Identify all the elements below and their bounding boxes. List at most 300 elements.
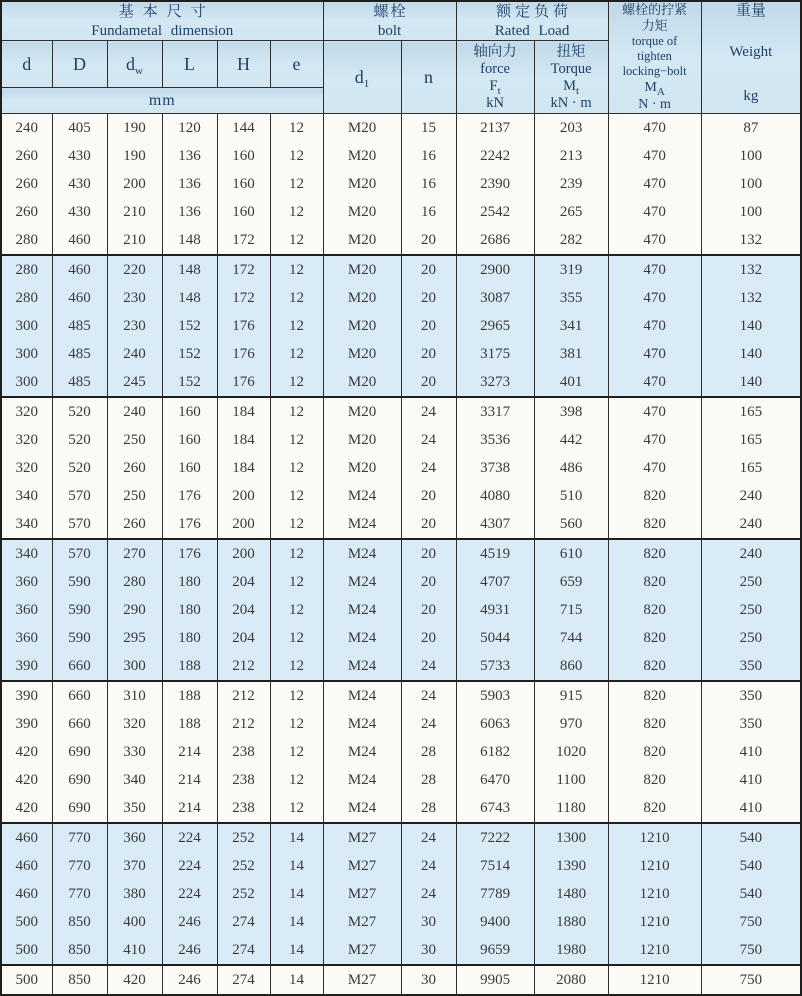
- cell-n: 30: [401, 936, 456, 965]
- cell-force: 7222: [456, 823, 534, 852]
- cell-torque: 659: [534, 568, 608, 596]
- cell-L: 160: [162, 397, 217, 426]
- table-row: [1, 368, 801, 397]
- locking-title-en-2: tighten: [637, 49, 672, 63]
- weight-unit: kg: [743, 88, 759, 104]
- cell-H: 212: [217, 652, 270, 681]
- cell-e: 12: [270, 539, 323, 568]
- col-header-d1: $d_1$: [323, 41, 401, 114]
- cell-ma: 470: [608, 114, 701, 143]
- cell-torque: 398: [534, 397, 608, 426]
- table-row: [1, 340, 801, 368]
- cell-L: 180: [162, 596, 217, 624]
- col-header-torque: 扭矩 Torque $M_t$ kN · m: [534, 41, 608, 114]
- unit-row-mm: mm: [1, 88, 323, 114]
- cell-e: 12: [270, 426, 323, 454]
- cell-force: 3536: [456, 426, 534, 454]
- cell-dw: 210: [107, 226, 162, 255]
- cell-dw: 400: [107, 908, 162, 936]
- cell-d: 320: [1, 397, 52, 426]
- cell-L: 160: [162, 454, 217, 482]
- cell-H: 160: [217, 170, 270, 198]
- cell-weight: 87: [701, 114, 801, 143]
- col-header-H: H: [217, 41, 270, 88]
- cell-force: 6470: [456, 766, 534, 794]
- table-row: [1, 426, 801, 454]
- cell-e: 14: [270, 880, 323, 908]
- locking-title-en-3: locking−bolt: [622, 64, 687, 78]
- cell-ma: 820: [608, 539, 701, 568]
- cell-d1: M24: [323, 652, 401, 681]
- cell-D: 405: [52, 114, 107, 143]
- cell-force: 5903: [456, 681, 534, 710]
- cell-e: 12: [270, 170, 323, 198]
- cell-d1: M27: [323, 852, 401, 880]
- cell-d: 240: [1, 114, 52, 143]
- cell-weight: 540: [701, 880, 801, 908]
- table-row: [1, 936, 801, 965]
- fundamental-title-cn: 基本尺寸: [118, 3, 215, 20]
- cell-H: 184: [217, 426, 270, 454]
- cell-d: 320: [1, 454, 52, 482]
- cell-weight: 750: [701, 908, 801, 936]
- cell-force: 7514: [456, 852, 534, 880]
- cell-L: 214: [162, 794, 217, 823]
- cell-ma: 820: [608, 710, 701, 738]
- cell-L: 246: [162, 936, 217, 965]
- cell-d1: M20: [323, 198, 401, 226]
- cell-d1: M24: [323, 539, 401, 568]
- cell-n: 24: [401, 880, 456, 908]
- cell-d1: M20: [323, 226, 401, 255]
- cell-H: 204: [217, 568, 270, 596]
- cell-D: 520: [52, 426, 107, 454]
- cell-d: 390: [1, 710, 52, 738]
- cell-d1: M20: [323, 426, 401, 454]
- cell-L: 152: [162, 368, 217, 397]
- cell-d1: M24: [323, 710, 401, 738]
- cell-n: 28: [401, 738, 456, 766]
- cell-D: 850: [52, 908, 107, 936]
- cell-e: 12: [270, 226, 323, 255]
- cell-ma: 820: [608, 738, 701, 766]
- cell-d: 260: [1, 170, 52, 198]
- cell-d: 340: [1, 482, 52, 510]
- cell-n: 24: [401, 852, 456, 880]
- cell-d1: M20: [323, 368, 401, 397]
- header-weight: [701, 1, 801, 114]
- cell-L: 180: [162, 568, 217, 596]
- cell-e: 12: [270, 114, 323, 143]
- cell-H: 274: [217, 908, 270, 936]
- table-row: [1, 539, 801, 568]
- cell-force: 7789: [456, 880, 534, 908]
- cell-dw: 260: [107, 510, 162, 539]
- cell-H: 274: [217, 936, 270, 965]
- cell-dw: 240: [107, 397, 162, 426]
- cell-e: 12: [270, 340, 323, 368]
- table-row: [1, 170, 801, 198]
- table-row: [1, 397, 801, 426]
- cell-D: 690: [52, 766, 107, 794]
- cell-L: 188: [162, 681, 217, 710]
- cell-dw: 350: [107, 794, 162, 823]
- cell-L: 176: [162, 510, 217, 539]
- cell-ma: 820: [608, 510, 701, 539]
- cell-L: 136: [162, 142, 217, 170]
- cell-dw: 250: [107, 426, 162, 454]
- cell-L: 136: [162, 198, 217, 226]
- cell-torque: 1100: [534, 766, 608, 794]
- cell-d: 300: [1, 368, 52, 397]
- cell-d: 300: [1, 340, 52, 368]
- table-row: [1, 198, 801, 226]
- cell-n: 30: [401, 908, 456, 936]
- cell-n: 24: [401, 397, 456, 426]
- cell-H: 200: [217, 510, 270, 539]
- cell-d: 500: [1, 908, 52, 936]
- cell-torque: 744: [534, 624, 608, 652]
- cell-H: 200: [217, 482, 270, 510]
- cell-L: 148: [162, 226, 217, 255]
- table-row: [1, 681, 801, 710]
- cell-ma: 470: [608, 255, 701, 284]
- cell-dw: 230: [107, 284, 162, 312]
- cell-D: 485: [52, 312, 107, 340]
- cell-ma: 470: [608, 426, 701, 454]
- cell-weight: 240: [701, 510, 801, 539]
- cell-n: 24: [401, 710, 456, 738]
- cell-d: 390: [1, 681, 52, 710]
- cell-torque: 1390: [534, 852, 608, 880]
- cell-dw: 190: [107, 114, 162, 143]
- table-row: [1, 908, 801, 936]
- cell-L: 176: [162, 482, 217, 510]
- cell-D: 570: [52, 510, 107, 539]
- cell-H: 176: [217, 368, 270, 397]
- cell-ma: 470: [608, 397, 701, 426]
- cell-H: 238: [217, 738, 270, 766]
- col-header-D: D: [52, 41, 107, 88]
- cell-n: 15: [401, 114, 456, 143]
- cell-ma: 820: [608, 766, 701, 794]
- cell-d1: M27: [323, 823, 401, 852]
- bolt-title-en: bolt: [377, 22, 402, 39]
- cell-H: 204: [217, 624, 270, 652]
- cell-D: 850: [52, 936, 107, 965]
- table-row: [1, 624, 801, 652]
- weight-title-en: Weight: [729, 44, 773, 60]
- col-header-n: n: [401, 41, 456, 114]
- cell-d1: M24: [323, 510, 401, 539]
- cell-ma: 470: [608, 454, 701, 482]
- col-header-L: L: [162, 41, 217, 88]
- cell-n: 20: [401, 624, 456, 652]
- bolt-title-cn: 螺栓: [373, 3, 408, 20]
- cell-torque: 860: [534, 652, 608, 681]
- cell-weight: 250: [701, 624, 801, 652]
- cell-force: 4519: [456, 539, 534, 568]
- cell-force: 6182: [456, 738, 534, 766]
- cell-D: 430: [52, 198, 107, 226]
- cell-force: 3087: [456, 284, 534, 312]
- cell-force: 2900: [456, 255, 534, 284]
- cell-d: 460: [1, 880, 52, 908]
- cell-L: 188: [162, 710, 217, 738]
- weight-title-cn: 重量: [735, 3, 766, 19]
- cell-D: 430: [52, 170, 107, 198]
- cell-ma: 1210: [608, 908, 701, 936]
- cell-d1: M20: [323, 255, 401, 284]
- cell-ma: 470: [608, 368, 701, 397]
- cell-ma: 1210: [608, 852, 701, 880]
- cell-L: 152: [162, 340, 217, 368]
- cell-d1: M24: [323, 794, 401, 823]
- cell-H: 172: [217, 284, 270, 312]
- cell-e: 14: [270, 936, 323, 965]
- cell-torque: 319: [534, 255, 608, 284]
- cell-weight: 165: [701, 397, 801, 426]
- cell-d: 420: [1, 738, 52, 766]
- cell-dw: 270: [107, 539, 162, 568]
- cell-torque: 970: [534, 710, 608, 738]
- cell-torque: 1480: [534, 880, 608, 908]
- cell-e: 12: [270, 652, 323, 681]
- cell-d1: M20: [323, 397, 401, 426]
- cell-e: 12: [270, 454, 323, 482]
- cell-L: 246: [162, 965, 217, 995]
- cell-weight: 240: [701, 482, 801, 510]
- cell-D: 460: [52, 284, 107, 312]
- cell-force: 5044: [456, 624, 534, 652]
- cell-dw: 340: [107, 766, 162, 794]
- cell-d: 260: [1, 142, 52, 170]
- cell-n: 16: [401, 170, 456, 198]
- cell-weight: 140: [701, 368, 801, 397]
- cell-n: 20: [401, 568, 456, 596]
- cell-ma: 470: [608, 198, 701, 226]
- table-row: [1, 794, 801, 823]
- cell-force: 2137: [456, 114, 534, 143]
- cell-torque: 341: [534, 312, 608, 340]
- cell-e: 12: [270, 681, 323, 710]
- cell-n: 20: [401, 482, 456, 510]
- col-header-e: e: [270, 41, 323, 88]
- cell-d1: M24: [323, 596, 401, 624]
- cell-d: 340: [1, 510, 52, 539]
- cell-H: 184: [217, 397, 270, 426]
- cell-e: 14: [270, 908, 323, 936]
- cell-d1: M20: [323, 170, 401, 198]
- cell-ma: 470: [608, 226, 701, 255]
- cell-e: 12: [270, 738, 323, 766]
- cell-e: 14: [270, 823, 323, 852]
- cell-weight: 250: [701, 596, 801, 624]
- cell-weight: 540: [701, 823, 801, 852]
- cell-d1: M20: [323, 284, 401, 312]
- cell-n: 16: [401, 142, 456, 170]
- cell-D: 485: [52, 368, 107, 397]
- header-bolt: [323, 1, 456, 41]
- cell-d1: M20: [323, 114, 401, 143]
- cell-d: 340: [1, 539, 52, 568]
- locking-unit: N · m: [638, 97, 671, 112]
- cell-dw: 200: [107, 170, 162, 198]
- cell-torque: 2080: [534, 965, 608, 995]
- table-row: [1, 510, 801, 539]
- cell-d1: M24: [323, 482, 401, 510]
- cell-n: 20: [401, 284, 456, 312]
- cell-e: 12: [270, 568, 323, 596]
- cell-H: 252: [217, 852, 270, 880]
- cell-d1: M27: [323, 965, 401, 995]
- cell-D: 660: [52, 681, 107, 710]
- cell-force: 3317: [456, 397, 534, 426]
- table-row: [1, 312, 801, 340]
- header-locking-torque: [608, 1, 701, 114]
- cell-D: 770: [52, 880, 107, 908]
- cell-e: 12: [270, 397, 323, 426]
- cell-D: 660: [52, 652, 107, 681]
- cell-n: 20: [401, 312, 456, 340]
- table-header: [1, 1, 801, 114]
- cell-weight: 132: [701, 226, 801, 255]
- cell-dw: 310: [107, 681, 162, 710]
- cell-force: 4307: [456, 510, 534, 539]
- cell-d: 300: [1, 312, 52, 340]
- cell-force: 3738: [456, 454, 534, 482]
- cell-L: 180: [162, 624, 217, 652]
- cell-d1: M27: [323, 880, 401, 908]
- rated-load-title-en: Rated Load: [494, 22, 570, 39]
- cell-dw: 220: [107, 255, 162, 284]
- cell-e: 12: [270, 710, 323, 738]
- cell-d: 360: [1, 624, 52, 652]
- cell-H: 252: [217, 880, 270, 908]
- cell-n: 20: [401, 596, 456, 624]
- cell-torque: 1300: [534, 823, 608, 852]
- col-header-dw: $d_w$: [107, 41, 162, 88]
- cell-n: 28: [401, 794, 456, 823]
- cell-force: 9400: [456, 908, 534, 936]
- cell-d1: M27: [323, 936, 401, 965]
- cell-L: 214: [162, 766, 217, 794]
- cell-D: 690: [52, 738, 107, 766]
- cell-force: 3273: [456, 368, 534, 397]
- cell-dw: 320: [107, 710, 162, 738]
- cell-force: 9905: [456, 965, 534, 995]
- cell-dw: 210: [107, 198, 162, 226]
- cell-ma: 470: [608, 312, 701, 340]
- locking-title-cn-2: 力矩: [641, 18, 668, 33]
- cell-H: 172: [217, 255, 270, 284]
- cell-force: 4931: [456, 596, 534, 624]
- cell-D: 770: [52, 823, 107, 852]
- cell-e: 12: [270, 255, 323, 284]
- cell-n: 24: [401, 823, 456, 852]
- cell-D: 485: [52, 340, 107, 368]
- cell-weight: 165: [701, 454, 801, 482]
- table-row: [1, 454, 801, 482]
- cell-H: 212: [217, 710, 270, 738]
- cell-force: 3175: [456, 340, 534, 368]
- cell-H: 160: [217, 142, 270, 170]
- cell-d1: M20: [323, 454, 401, 482]
- cell-force: 2686: [456, 226, 534, 255]
- cell-force: 2242: [456, 142, 534, 170]
- cell-L: 246: [162, 908, 217, 936]
- cell-H: 204: [217, 596, 270, 624]
- cell-weight: 140: [701, 340, 801, 368]
- cell-torque: 915: [534, 681, 608, 710]
- cell-ma: 820: [608, 652, 701, 681]
- cell-weight: 240: [701, 539, 801, 568]
- cell-n: 20: [401, 368, 456, 397]
- cell-force: 2390: [456, 170, 534, 198]
- cell-weight: 750: [701, 965, 801, 995]
- cell-e: 12: [270, 596, 323, 624]
- table-row: [1, 852, 801, 880]
- cell-dw: 190: [107, 142, 162, 170]
- cell-n: 20: [401, 539, 456, 568]
- cell-ma: 1210: [608, 936, 701, 965]
- cell-d1: M24: [323, 681, 401, 710]
- table-row: [1, 142, 801, 170]
- cell-ma: 820: [608, 794, 701, 823]
- cell-e: 12: [270, 368, 323, 397]
- cell-ma: 820: [608, 596, 701, 624]
- cell-torque: 239: [534, 170, 608, 198]
- cell-H: 238: [217, 766, 270, 794]
- cell-torque: 355: [534, 284, 608, 312]
- cell-d: 260: [1, 198, 52, 226]
- cell-d: 360: [1, 568, 52, 596]
- cell-force: 4080: [456, 482, 534, 510]
- table-row: [1, 255, 801, 284]
- cell-d1: M24: [323, 568, 401, 596]
- cell-ma: 470: [608, 170, 701, 198]
- cell-e: 14: [270, 965, 323, 995]
- cell-weight: 350: [701, 710, 801, 738]
- cell-torque: 442: [534, 426, 608, 454]
- cell-weight: 100: [701, 170, 801, 198]
- cell-H: 184: [217, 454, 270, 482]
- cell-D: 590: [52, 624, 107, 652]
- cell-dw: 420: [107, 965, 162, 995]
- cell-d: 280: [1, 255, 52, 284]
- cell-dw: 370: [107, 852, 162, 880]
- cell-n: 20: [401, 510, 456, 539]
- cell-ma: 1210: [608, 880, 701, 908]
- table-row: [1, 284, 801, 312]
- cell-H: 252: [217, 823, 270, 852]
- cell-L: 152: [162, 312, 217, 340]
- cell-dw: 360: [107, 823, 162, 852]
- cell-ma: 1210: [608, 823, 701, 852]
- table-row: [1, 482, 801, 510]
- cell-d1: M24: [323, 624, 401, 652]
- cell-d: 420: [1, 766, 52, 794]
- cell-force: 9659: [456, 936, 534, 965]
- cell-weight: 132: [701, 284, 801, 312]
- cell-ma: 470: [608, 340, 701, 368]
- cell-dw: 295: [107, 624, 162, 652]
- cell-D: 570: [52, 482, 107, 510]
- cell-D: 520: [52, 454, 107, 482]
- cell-e: 12: [270, 766, 323, 794]
- locking-title-cn-1: 螺栓的拧紧: [622, 2, 688, 17]
- cell-torque: 486: [534, 454, 608, 482]
